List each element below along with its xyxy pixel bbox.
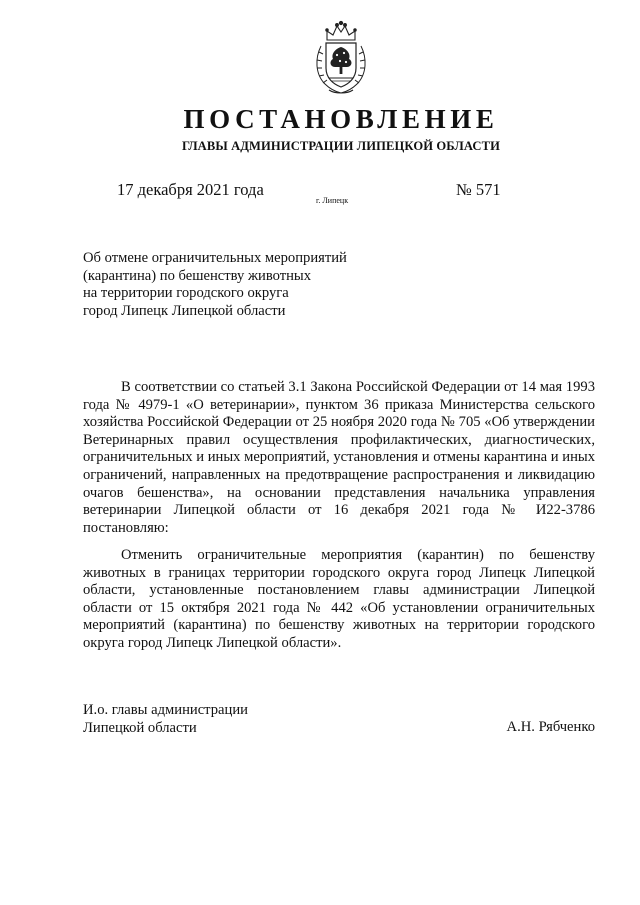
- coat-of-arms-icon: [313, 20, 369, 96]
- document-subtitle: ГЛАВЫ АДМИНИСТРАЦИИ ЛИПЕЦКОЙ ОБЛАСТИ: [181, 139, 501, 153]
- subject-line: (карантина) по бешенству животных: [83, 267, 312, 284]
- document-city: г. Липецк: [316, 196, 349, 205]
- body-paragraph-resolution: Отменить ограничительные мероприятия (карантин) по бешенству животных в границах территории городского округа город Липецк Липецкой области, установленные постановлением главы администрации Липецкой области от 15 октября 2021 года № 442 «Об установлении ограничительных мероприятий (карантина) по бешенству животных на территории городского округа город Липецк Липецкой области».: [83, 547, 595, 651]
- document-number: № 571: [456, 180, 501, 199]
- subject-line: Об отмене ограничительных мероприятий: [83, 250, 347, 266]
- signatory-position: [83, 702, 248, 737]
- subject-line: на территории городского округа: [83, 285, 289, 302]
- document-title: ПОСТАНОВЛЕНИЕ: [183, 104, 499, 134]
- signatory-position-line: И.о. главы администрации: [83, 702, 248, 718]
- body-paragraph-preamble: В соответствии со статьей 3.1 Закона Российской Федерации от 14 мая 1993 года № 4979-1 «О ветеринарии», пунктом 36 приказа Министерства сельского хозяйства Российской Федерации от 25 ноября 2020 года № 705 «Об утверждении Ветеринарных правил осуществления профилактических, диагностических, ограничительных и иных мероприятий, установления и отмены карантина и иных ограничений, направленных на предотвращение распространения и ликвидацию очагов бешенства», на основании представления начальника управления ветеринарии Липецкой области от 16 декабря 2021 года № И22-3786 постановляю:: [83, 379, 595, 536]
- document-subject: [83, 250, 383, 320]
- signatory-position-line: Липецкой области: [83, 719, 197, 736]
- document-date: 17 декабря 2021 года: [117, 180, 264, 199]
- signatory-name: А.Н. Рябченко: [506, 719, 595, 735]
- subject-line: город Липецк Липецкой области: [83, 302, 286, 319]
